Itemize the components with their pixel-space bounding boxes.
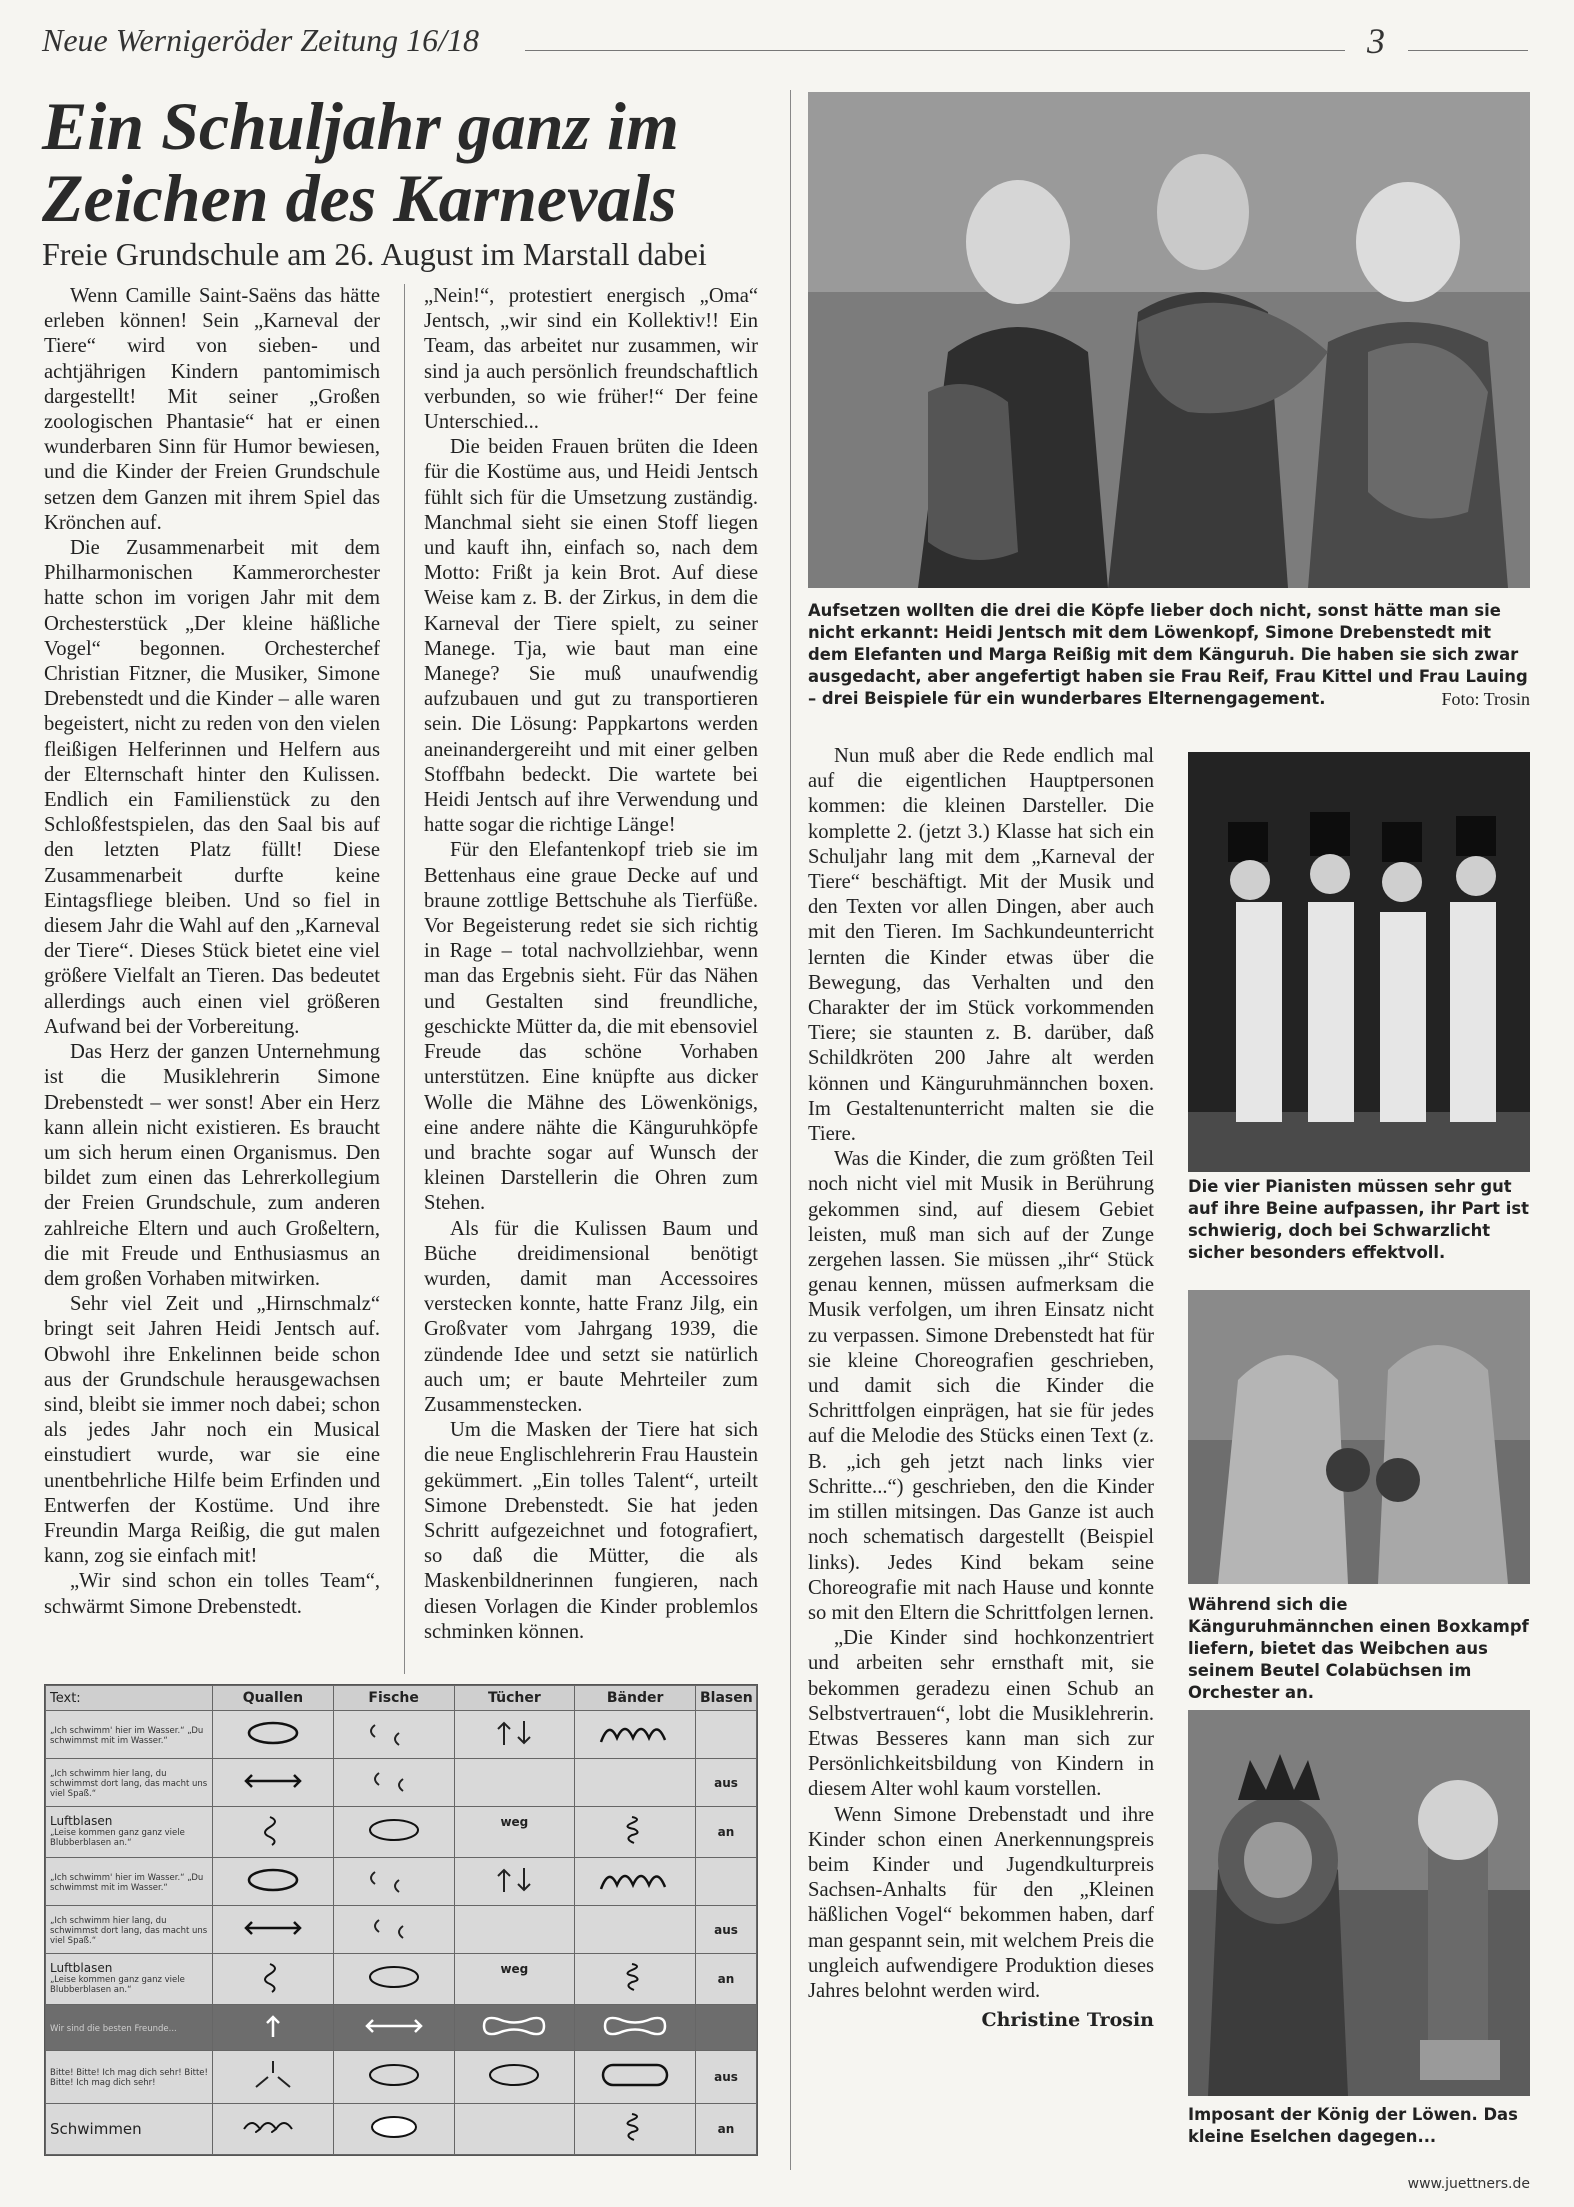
row-text: Wir sind die besten Freunde... [46, 2005, 213, 2051]
infinity-icon [575, 2005, 696, 2051]
paragraph: „Nein!“, protestiert energisch „Oma“ Jentsch, „wir sind ein Kollektiv!! Ein Team, das arbeitet nur zusammen, wir sind ja auch persönlich freundschaftlich verbunden, so wie früher!“ Der feine Unterschied... [424, 285, 758, 434]
blasen-state: an [696, 2104, 757, 2155]
double-arrow-icon [213, 1906, 334, 1954]
empty-cell [454, 1906, 575, 1954]
article-column-2 [424, 284, 758, 1645]
table-row [46, 1906, 757, 1954]
oval-icon [333, 1954, 454, 2005]
paragraph: Die beiden Frauen brüten die Ideen für die Kostüme aus, und Heidi Jentsch fühlt sich für die Umsetzung zuständig. Manchmal sieht sie einen Stoff liegen und kauft ihn, einfach so, nach dem Motto: Frißt ja kein Brot. Auf diese Weise kam z. B. der Zirkus, in dem die Karneval der Tiere spielt, zu seiner Manege. Tja, wie baut man eine Manege? Sie muß unaufwendig aufzubauen und gut zu transportieren sein. Die Lösung: Pappkartons werden aneinandergereiht und mit einer gelben Stoffbahn bedeckt. Die wartete bei Heidi Jentsch auf ihre Verwendung und hatte sogar die richtige Länge! [424, 436, 758, 837]
row-text: „Ich schwimm hier lang, du schwimmst dort lang, das macht uns viel Spaß.“ [46, 1759, 213, 1807]
headline-line2: Zeichen des Karnevals [42, 160, 677, 236]
photo-kangaroos-icon [1188, 1290, 1530, 1584]
pianists-caption: Die vier Pianisten müssen sehr gut auf ihre Beine aufpassen, ihr Part ist schwierig, doch bei Schwarzlicht sicher besonders effektvoll. [1188, 1177, 1529, 1262]
table-header-quallen: Quallen [213, 1686, 334, 1711]
double-arrow-icon [213, 1759, 334, 1807]
paragraph: „Die Kinder sind hochkonzentriert und arbeiten sehr ernsthaft mit, sie bekommen geradezu einen Schub an Selbstvertrauen“, lobt die Musiklehrerin. Etwas Besseres kann man sich zur Persönlichkeitsbildung von Kindern in diesem Alter wohl kaum vorstellen. [808, 1627, 1154, 1801]
lion-photo [1188, 1710, 1530, 2096]
footer-url: www.juettners.de [1407, 2176, 1530, 2192]
headline [42, 90, 782, 234]
curve-marks-icon [333, 1759, 454, 1807]
author-byline: Christine Trosin [981, 2009, 1154, 2032]
blasen-state [696, 1858, 757, 1906]
paragraph: Was die Kinder, die zum größten Teil noch nicht viel mit Musik in Berührung gekommen sind, auf diesem Gebiet leisten, muß man sich auf der Zunge zergehen lassen. Sie müssen „ihr“ Stück genau kennen, müssen aufmerksam die Musik verfolgen, um ihren Einsatz nicht zu verpassen. Simone Drebenstedt hat für sie kleine Choreografien geschrieben, und damit sich die Kinder die Schrittfolgen einprägen, hat sie für jedes auf die Melodie des Stücks einen Text (z. B. „ich geh jetzt nach links vier Schritte...“) geschrieben, den die Kinder im stillen mitsingen. Das Ganze ist auch noch schematisch dargestellt (Beispiel links). Jedes Kind bekam seine Choreografie mit nach Hause und konnte so mit den Eltern die Schrittfolgen lernen. [808, 1148, 1155, 1624]
masthead-title: Neue Wernigeröder Zeitung 16/18 [42, 22, 479, 58]
spiral-icon [575, 2104, 696, 2155]
empty-cell [575, 1906, 696, 1954]
paragraph: Nun muß aber die Rede endlich mal auf die eigentlichen Hauptpersonen kommen: die kleinen Darsteller. Die komplette 2. (jetzt 3.) Klasse hat sich ein Schuljahr lang mit dem „Karneval der Tiere“ beschäftigt. Mit der Musik und den Texten vor allen Dingen, aber auch mit den Tieren. Im Sachkundeunterricht lernten die Kinder etwas über die Bewegung, das Verhalten und den Charakter der im Stück vorkommenden Tiere; sie staunten z. B. darüber, daß Schildkröten 200 Jahre alt werden können und Känguruhmännchen boxen. Im Gestaltenunterricht malten sie die Tiere. [808, 745, 1154, 1146]
row-text: „Ich schwimm' hier im Wasser.“ „Du schwimmst mit im Wasser.“ [46, 1858, 213, 1906]
main-photo-caption [808, 600, 1530, 710]
blasen-state [696, 1711, 757, 1759]
curve-marks-icon [333, 1858, 454, 1906]
paragraph: Wenn Simone Drebenstadt und ihre Kinder schon einen Anerkennungspreis beim Kinder und Jugendkulturpreis Sachsen-Anhalts für den „Kleinen häßlichen Vogel“ bekommen haben, darf man gespannt sein, mit welchem Preis die ungleich aufwendigere Produktion dieses Jahres belohnt werden wird. [808, 1803, 1155, 2002]
filled-oval-icon [333, 2104, 454, 2155]
table-header-text: Text: [46, 1686, 213, 1711]
paragraph: Für den Elefantenkopf trieb sie im Bettenhaus eine graue Decke auf und braune zottlige Bettschuhe als Tierfüße. Vor Begeisterung redet sie sich richtig in Rage – total nachvollziehbar, wenn man das Ergebnis sieht. Für das Nähen und Gestalten sind freundliche, geschickte Mütter da, die mit ebensoviel Freude das schöne Vorhaben unterstützen. Eine knüpfte aus dicker Wolle die Mähne des Löwenkönigs, eine andere nähte die Känguruhköpfe und brachte sogar auf Wunsch der kleinen Darstellerin die Ohren zum Stehen. [424, 839, 758, 1215]
table-row [46, 2005, 757, 2051]
spiral-icon [575, 1954, 696, 2005]
row-text: „Ich schwimm hier lang, du schwimmst dort lang, das macht uns viel Spaß.“ [46, 1906, 213, 1954]
table-header-fische: Fische [333, 1686, 454, 1711]
page-number: 3 [1367, 21, 1385, 61]
kangaroo-photo [1188, 1290, 1530, 1584]
converging-arrows-icon [213, 2050, 334, 2103]
row-text: Luftblasen „Leise kommen ganz ganz viele Blubberblasen an.“ [46, 1954, 213, 2005]
tuecher-state: weg [454, 1807, 575, 1858]
blasen-state: aus [696, 1906, 757, 1954]
empty-cell [575, 1759, 696, 1807]
row-text: Luftblasen „Leise kommen ganz ganz viele Blubberblasen an.“ [46, 1807, 213, 1858]
table-header-baender: Bänder [575, 1686, 696, 1711]
column-rule [404, 284, 405, 1674]
subhead: Freie Grundschule am 26. August im Marstall dabei [42, 236, 707, 272]
tuecher-state: weg [454, 1954, 575, 2005]
spiral-icon [575, 1807, 696, 1858]
table-row [46, 2050, 757, 2103]
row-text: „Ich schwimm' hier im Wasser.“ „Du schwimmst mit im Wasser.“ [46, 1711, 213, 1759]
article-column-1 [44, 284, 380, 1620]
table-row [46, 1807, 757, 1858]
table-row [46, 1759, 757, 1807]
oval-icon [333, 1807, 454, 1858]
paragraph: Um die Masken der Tiere hat sich die neue Englischlehrerin Frau Haustein gekümmert. „Ein tolles Talent“, urteilt Simone Drebenstedt. Sie hat jeden Schritt aufgezeichnet und fotografiert, so daß die Mütter, die als Maskenbildnerinnen fungieren, nach diesen Vorlagen die Kinder problemlos schminken können. [424, 1419, 758, 1643]
row-text: Schwimmen [46, 2104, 213, 2155]
loops-icon [213, 2104, 334, 2155]
up-down-arrows-icon [454, 1711, 575, 1759]
squiggle-icon [213, 1807, 334, 1858]
choreography-table [44, 1684, 758, 2156]
squiggle-icon [213, 1954, 334, 2005]
zigzag-icon [575, 1711, 696, 1759]
paragraph: Die Zusammenarbeit mit dem Philharmonischen Kammerorchester hatte schon im vorigen Jahr mit dem Orchesterstück „Der kleine häßliche Vogel“ begonnen. Orchesterchef Christian Fitzner, die Musiker, Simone Drebenstedt und die Kinder – alle waren begeistert, nicht zu reden von den vielen fleißigen Helferinnen und Helfern aus der Elternschaft hinter den Kulissen. Endlich ein Familienstück zu den Schloßfestspielen, das den Saal bis auf den letzten Platz füllt! Diese Zusammenarbeit durfte keine Eintagsfliege bleiben. Und so fiel in diesem Jahr die Wahl auf den „Karneval der Tiere“. Dieses Stück bietet eine viel größere Vielfalt an Tieren. Das bedeutet allerdings auch einen viel größeren Aufwand bei der Vorbereitung. [44, 537, 380, 1038]
pianists-photo [1188, 752, 1530, 1172]
table-header-blasen: Blasen [696, 1686, 757, 1711]
masthead-rule-right [1408, 50, 1528, 51]
oval-icon [213, 1711, 334, 1759]
masthead-rule [525, 50, 1345, 51]
table-row [46, 1711, 757, 1759]
caption-text: Aufsetzen wollten die drei die Köpfe lieber doch nicht, sonst hätte man sie nicht erkannt: Heidi Jentsch mit dem Löwenkopf, Simone Drebenstedt mit dem Elefanten und Marga Reißig mit dem Känguruh. Die haben sie sich zwar ausgedacht, aber angefertigt haben sie Frau Reif, Frau Kittel und Frau Lauing – drei Beispiele für ein wunderbares Elternengagement. [808, 601, 1528, 708]
table-row [46, 1954, 757, 2005]
paragraph: Sehr viel Zeit und „Hirnschmalz“ bringt seit Jahren Heidi Jentsch auf. Obwohl ihre Enkelinnen beide schon aus der Grundschule herausgewachsen sind, bleibt sie immer noch dabei; schon als jedes Jahr noch ein Musical einstudiert wurde, war sie eine unentbehrliche Hilfe beim Erfinden und Entwerfen der Kostüme. Und ihre Freundin Marga Reißig, die gut malen kann, zog sie einfach mit! [44, 1293, 380, 1568]
photo-lion-donkey-icon [1188, 1710, 1530, 2096]
lion-caption: Imposant der König der Löwen. Das kleine Eselchen dagegen... [1188, 2105, 1518, 2146]
photo-pianists-icon [1188, 752, 1530, 1172]
photo-credit: Foto: Trosin [1441, 689, 1530, 709]
pill-icon [575, 2050, 696, 2103]
up-arrow-icon [213, 2005, 334, 2051]
kangaroo-caption: Während sich die Känguruhmännchen einen Boxkampf liefern, bietet das Weibchen aus seinem Beutel Colabüchsen im Orchester an. [1188, 1595, 1529, 1702]
main-photo [808, 92, 1530, 588]
blasen-state: aus [696, 1759, 757, 1807]
blasen-state: an [696, 1807, 757, 1858]
paragraph: Wenn Camille Saint-Saëns das hätte erleben können! Sein „Karneval der Tiere“ wird von sieben- und achtjährigen Kindern pantomimisch dargestellt! Mit seiner „Großen zoologischen Phantasie“ hat er einen wunderbaren Sinn für Humor bewiesen, und die Kinder der Freien Grundschule setzen dem Ganzen mit ihrem Spiel das Krönchen auf. [44, 285, 380, 534]
headline-line1: Ein Schuljahr ganz im [42, 88, 679, 164]
blasen-state [696, 2005, 757, 2051]
empty-cell [454, 2104, 575, 2155]
table-header-tuecher: Tücher [454, 1686, 575, 1711]
up-down-arrows-icon [454, 1858, 575, 1906]
oval-icon [213, 1858, 334, 1906]
oval-icon [454, 2050, 575, 2103]
photo-three-women-icon [808, 92, 1530, 588]
blasen-state: aus [696, 2050, 757, 2103]
table-row [46, 2104, 757, 2155]
zigzag-icon [575, 1858, 696, 1906]
infinity-icon [454, 2005, 575, 2051]
row-text: Bitte! Bitte! Ich mag dich sehr! Bitte! Bitte! Ich mag dich sehr! [46, 2050, 213, 2103]
paragraph: „Wir sind schon ein tolles Team“, schwärmt Simone Drebenstedt. [44, 1570, 380, 1618]
oval-icon [333, 2050, 454, 2103]
blasen-state: an [696, 1954, 757, 2005]
paragraph: Das Herz der ganzen Unternehmung ist die Musiklehrerin Simone Drebenstedt – wer sonst! Aber ein Herz kann allein nicht existieren. Es braucht um sich herum einen Organismus. Den bildet zum einen das Lehrerkollegium der Freien Grundschule, zum anderen zahlreiche Eltern und auch Großeltern, die mit Freude und Enthusiasmus an dem großen Vorhaben mitwirken. [44, 1041, 380, 1290]
curve-marks-icon [333, 1711, 454, 1759]
article-column-3 [808, 744, 1154, 2033]
double-arrow-icon [333, 2005, 454, 2051]
table-row [46, 1858, 757, 1906]
paragraph: Als für die Kulissen Baum und Büche dreidimensional benötigt wurden, damit man Accessoires verstecken konnte, hatte Franz Jilg, ein Großvater vom Jahrgang 1939, die zündende Idee und setzt sie natürlich auch um; er baute Mehrteiler zum Zusammenstecken. [424, 1217, 758, 1416]
column-rule [790, 90, 791, 2170]
curve-marks-icon [333, 1906, 454, 1954]
empty-cell [454, 1759, 575, 1807]
